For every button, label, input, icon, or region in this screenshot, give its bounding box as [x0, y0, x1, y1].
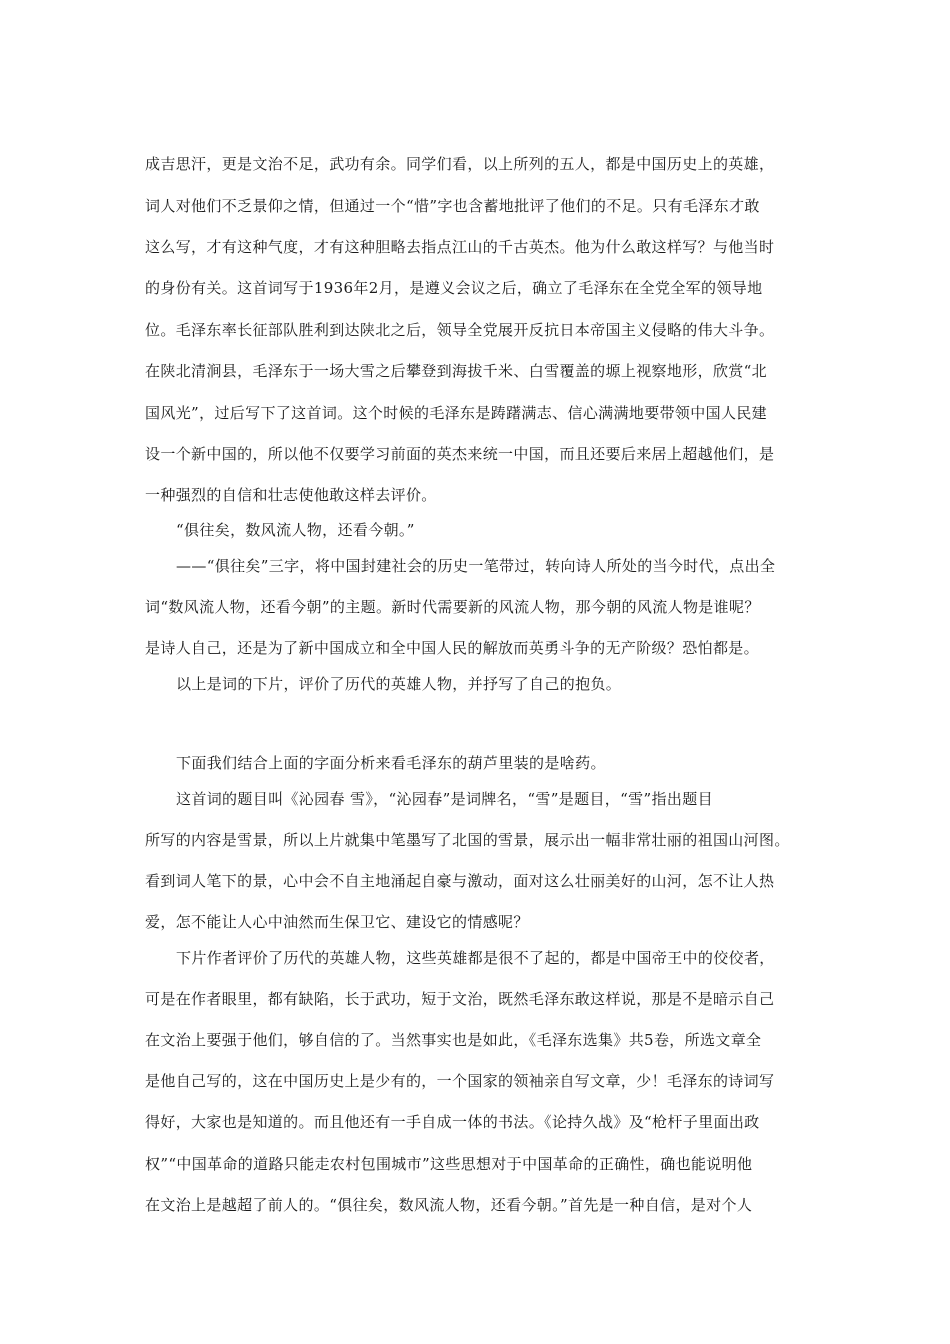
text-line: ——“俱往矣”三字，将中国封建社会的历史一笔带过，转向诗人所处的当今时代，点出全 — [176, 557, 776, 575]
text-line: 在文治上是越超了前人的。“俱往矣，数风流人物，还看今朝。”首先是一种自信，是对个人 — [145, 1196, 753, 1214]
text-line: 所写的内容是雪景，所以上片就集中笔墨写了北国的雪景，展示出一幅非常壮丽的祖国山河图。 — [145, 831, 790, 849]
text-line: 下面我们结合上面的字面分析来看毛泽东的葫芦里装的是啥药。 — [176, 754, 606, 772]
text-line: 这首词的题目叫《沁园春 雪》，“沁园春”是词牌名，“雪”是题目，“雪”指出题目 — [176, 790, 713, 808]
text-line: 成吉思汗，更是文治不足，武功有余。同学们看，以上所列的五人，都是中国历史上的英雄， — [145, 155, 775, 173]
text-line: 词人对他们不乏景仰之情，但通过一个“惜”字也含蓄地批评了他们的不足。只有毛泽东才敢 — [145, 197, 760, 215]
text-line: 在陕北清涧县，毛泽东于一场大雪之后攀登到海拔千米、白雪覆盖的塬上视察地形，欣赏“北 — [145, 362, 768, 380]
text-line: 看到词人笔下的景，心中会不自主地涌起自豪与激动，面对这么壮丽美好的山河，怎不让人热 — [145, 872, 775, 890]
text-line: 是他自己写的，这在中国历史上是少有的，一个国家的领袖亲自写文章，少！毛泽东的诗词写 — [145, 1072, 775, 1090]
text-line: 这么写，才有这种气度，才有这种胆略去指点江山的千古英杰。他为什么敢这样写？与他当时 — [145, 238, 775, 256]
text-line: 是诗人自己，还是为了新中国成立和全中国人民的解放而英勇斗争的无产阶级？恐怕都是。 — [145, 639, 760, 657]
text-line: 可是在作者眼里，都有缺陷，长于武功，短于文治，既然毛泽东敢这样说，那是不是暗示自己 — [145, 990, 775, 1008]
text-line: 的身份有关。这首词写于1936年2月，是遵义会议之后，确立了毛泽东在全党全军的领导地 — [145, 279, 763, 297]
text-line: 爱，怎不能让人心中油然而生保卫它、建设它的情感呢？ — [145, 913, 529, 931]
text-line: 权”“中国革命的道路只能走农村包围城市”这些思想对于中国革命的正确性，确也能说明他 — [145, 1155, 753, 1173]
text-line: 设一个新中国的，所以他不仅要学习前面的英杰来统一中国，而且还要后来居上超越他们，是 — [145, 445, 775, 463]
text-line: 词“数风流人物，还看今朝”的主题。新时代需要新的风流人物，那今朝的风流人物是谁呢？ — [145, 598, 760, 616]
quote-line: “俱往矣，数风流人物，还看今朝。” — [176, 521, 415, 539]
text-line: 位。毛泽东率长征部队胜利到达陕北之后，领导全党展开反抗日本帝国主义侵略的伟大斗争。 — [145, 321, 775, 339]
text-line: 一种强烈的自信和壮志使他敢这样去评价。 — [145, 486, 437, 504]
text-line: 下片作者评价了历代的英雄人物，这些英雄都是很不了起的，都是中国帝王中的佼佼者， — [176, 949, 775, 967]
text-line: 以上是词的下片，评价了历代的英雄人物，并抒写了自己的抱负。 — [176, 675, 622, 693]
text-line: 得好，大家也是知道的。而且他还有一手自成一体的书法。《论持久战》及“枪杆子里面出政 — [145, 1113, 760, 1131]
text-line: 在文治上要强于他们，够自信的了。当然事实也是如此，《毛泽东选集》共5卷，所选文章全 — [145, 1031, 762, 1049]
text-line: 国风光”，过后写下了这首词。这个时候的毛泽东是踌躇满志、信心满满地要带领中国人民建 — [145, 404, 768, 422]
